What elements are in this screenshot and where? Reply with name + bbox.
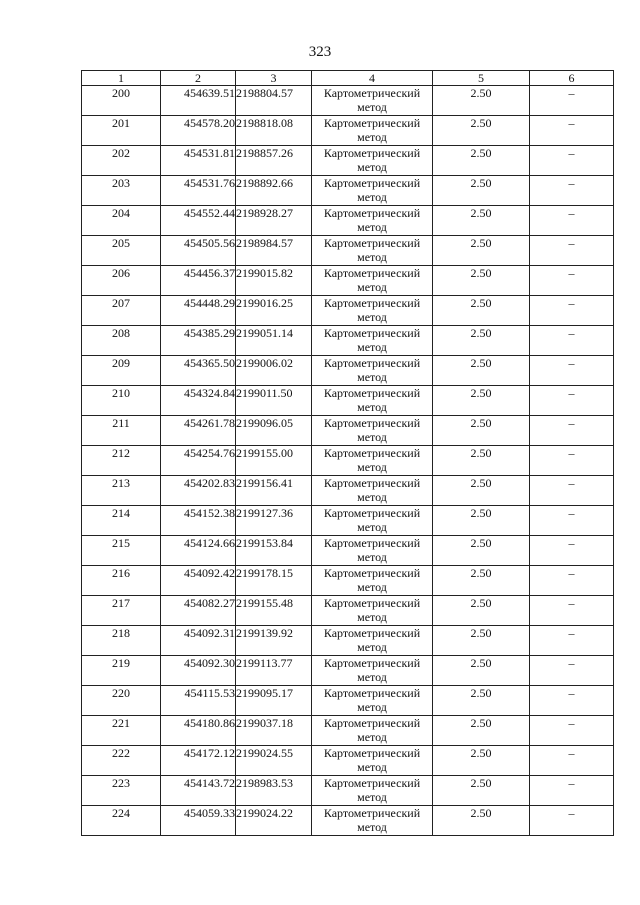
note-cell: – — [530, 656, 614, 686]
method-line-2: метод — [357, 100, 387, 114]
x-coordinate-cell: 454385.29 — [161, 326, 236, 356]
method-line-1: Картометрический — [323, 776, 421, 790]
point-number-cell: 202 — [82, 146, 161, 176]
point-number-cell: 203 — [82, 176, 161, 206]
method-line-2: метод — [357, 340, 387, 354]
method-line-2: метод — [357, 310, 387, 324]
y-coordinate-cell: 2199051.14 — [236, 326, 312, 356]
table-row — [82, 266, 614, 296]
column-header: 2 — [161, 71, 236, 86]
method-line-2: метод — [357, 790, 387, 804]
method-cell — [312, 356, 433, 386]
method-line-1: Картометрический — [323, 146, 421, 160]
method-line-1: Картометрический — [323, 506, 421, 520]
y-coordinate-cell: 2199139.92 — [236, 626, 312, 656]
method-cell — [312, 326, 433, 356]
method-cell — [312, 116, 433, 146]
y-coordinate-cell: 2199155.00 — [236, 446, 312, 476]
method-cell — [312, 596, 433, 626]
x-coordinate-cell: 454180.86 — [161, 716, 236, 746]
table-row — [82, 776, 614, 806]
point-number-cell: 210 — [82, 386, 161, 416]
table-row — [82, 146, 614, 176]
method-line-2: метод — [357, 130, 387, 144]
y-coordinate-cell: 2199024.55 — [236, 746, 312, 776]
table-row — [82, 176, 614, 206]
note-cell: – — [530, 416, 614, 446]
table-row — [82, 356, 614, 386]
accuracy-cell: 2.50 — [433, 326, 530, 356]
point-number-cell: 207 — [82, 296, 161, 326]
y-coordinate-cell: 2198983.53 — [236, 776, 312, 806]
table-row — [82, 206, 614, 236]
method-line-2: метод — [357, 160, 387, 174]
x-coordinate-cell: 454115.53 — [161, 686, 236, 716]
y-coordinate-cell: 2199011.50 — [236, 386, 312, 416]
point-number-cell: 217 — [82, 596, 161, 626]
method-line-2: метод — [357, 640, 387, 654]
accuracy-cell: 2.50 — [433, 596, 530, 626]
method-cell — [312, 716, 433, 746]
note-cell: – — [530, 326, 614, 356]
note-cell: – — [530, 446, 614, 476]
accuracy-cell: 2.50 — [433, 686, 530, 716]
x-coordinate-cell: 454202.83 — [161, 476, 236, 506]
column-header: 5 — [433, 71, 530, 86]
method-line-1: Картометрический — [323, 596, 421, 610]
accuracy-cell: 2.50 — [433, 266, 530, 296]
y-coordinate-cell: 2199016.25 — [236, 296, 312, 326]
method-line-1: Картометрический — [323, 656, 421, 670]
method-line-1: Картометрический — [323, 356, 421, 370]
note-cell: – — [530, 506, 614, 536]
x-coordinate-cell: 454456.37 — [161, 266, 236, 296]
method-line-1: Картометрический — [323, 116, 421, 130]
table-row — [82, 296, 614, 326]
method-line-1: Картометрический — [323, 206, 421, 220]
x-coordinate-cell: 454531.81 — [161, 146, 236, 176]
method-cell — [312, 806, 433, 836]
method-cell — [312, 176, 433, 206]
point-number-cell: 211 — [82, 416, 161, 446]
method-line-2: метод — [357, 190, 387, 204]
method-cell — [312, 656, 433, 686]
table-row — [82, 476, 614, 506]
table-row — [82, 86, 614, 116]
table-row — [82, 536, 614, 566]
method-line-2: метод — [357, 430, 387, 444]
x-coordinate-cell: 454531.76 — [161, 176, 236, 206]
method-line-1: Картометрический — [323, 236, 421, 250]
method-line-1: Картометрический — [323, 686, 421, 700]
method-line-2: метод — [357, 550, 387, 564]
accuracy-cell: 2.50 — [433, 116, 530, 146]
y-coordinate-cell: 2199024.22 — [236, 806, 312, 836]
table-row — [82, 596, 614, 626]
method-line-1: Картометрический — [323, 806, 421, 820]
note-cell: – — [530, 296, 614, 326]
table-row — [82, 416, 614, 446]
method-line-2: метод — [357, 460, 387, 474]
note-cell: – — [530, 566, 614, 596]
method-line-2: метод — [357, 490, 387, 504]
method-line-2: метод — [357, 580, 387, 594]
y-coordinate-cell: 2198892.66 — [236, 176, 312, 206]
accuracy-cell: 2.50 — [433, 176, 530, 206]
point-number-cell: 205 — [82, 236, 161, 266]
note-cell: – — [530, 686, 614, 716]
note-cell: – — [530, 266, 614, 296]
note-cell: – — [530, 626, 614, 656]
x-coordinate-cell: 454365.50 — [161, 356, 236, 386]
method-cell — [312, 236, 433, 266]
y-coordinate-cell: 2198857.26 — [236, 146, 312, 176]
point-number-cell: 214 — [82, 506, 161, 536]
point-number-cell: 200 — [82, 86, 161, 116]
table-row — [82, 326, 614, 356]
point-number-cell: 213 — [82, 476, 161, 506]
y-coordinate-cell: 2199156.41 — [236, 476, 312, 506]
y-coordinate-cell: 2198804.57 — [236, 86, 312, 116]
method-cell — [312, 686, 433, 716]
accuracy-cell: 2.50 — [433, 536, 530, 566]
x-coordinate-cell: 454059.33 — [161, 806, 236, 836]
method-cell — [312, 266, 433, 296]
y-coordinate-cell: 2199096.05 — [236, 416, 312, 446]
accuracy-cell: 2.50 — [433, 446, 530, 476]
page-number: 323 — [308, 44, 332, 60]
y-coordinate-cell: 2199127.36 — [236, 506, 312, 536]
accuracy-cell: 2.50 — [433, 146, 530, 176]
y-coordinate-cell: 2199006.02 — [236, 356, 312, 386]
point-number-cell: 201 — [82, 116, 161, 146]
method-cell — [312, 146, 433, 176]
method-cell — [312, 626, 433, 656]
point-number-cell: 212 — [82, 446, 161, 476]
method-cell — [312, 506, 433, 536]
method-cell — [312, 206, 433, 236]
x-coordinate-cell: 454172.12 — [161, 746, 236, 776]
method-cell — [312, 536, 433, 566]
note-cell: – — [530, 536, 614, 566]
method-line-1: Картометрический — [323, 86, 421, 100]
method-line-1: Картометрический — [323, 476, 421, 490]
note-cell: – — [530, 386, 614, 416]
x-coordinate-cell: 454505.56 — [161, 236, 236, 266]
method-cell — [312, 746, 433, 776]
point-number-cell: 219 — [82, 656, 161, 686]
note-cell: – — [530, 776, 614, 806]
method-line-2: метод — [357, 220, 387, 234]
point-number-cell: 220 — [82, 686, 161, 716]
y-coordinate-cell: 2199178.15 — [236, 566, 312, 596]
x-coordinate-cell: 454092.42 — [161, 566, 236, 596]
method-line-2: метод — [357, 610, 387, 624]
point-number-cell: 221 — [82, 716, 161, 746]
method-line-1: Картометрический — [323, 266, 421, 280]
accuracy-cell: 2.50 — [433, 806, 530, 836]
method-line-1: Картометрический — [323, 386, 421, 400]
y-coordinate-cell: 2199015.82 — [236, 266, 312, 296]
accuracy-cell: 2.50 — [433, 716, 530, 746]
method-line-2: метод — [357, 400, 387, 414]
note-cell: – — [530, 206, 614, 236]
method-cell — [312, 566, 433, 596]
accuracy-cell: 2.50 — [433, 386, 530, 416]
method-cell — [312, 296, 433, 326]
x-coordinate-cell: 454324.84 — [161, 386, 236, 416]
x-coordinate-cell: 454092.30 — [161, 656, 236, 686]
point-number-cell: 215 — [82, 536, 161, 566]
x-coordinate-cell: 454143.72 — [161, 776, 236, 806]
accuracy-cell: 2.50 — [433, 506, 530, 536]
method-line-2: метод — [357, 820, 387, 834]
method-line-2: метод — [357, 670, 387, 684]
note-cell: – — [530, 116, 614, 146]
note-cell: – — [530, 596, 614, 626]
table-row — [82, 806, 614, 836]
method-cell — [312, 416, 433, 446]
method-line-2: метод — [357, 700, 387, 714]
table-row — [82, 236, 614, 266]
y-coordinate-cell: 2199037.18 — [236, 716, 312, 746]
accuracy-cell: 2.50 — [433, 776, 530, 806]
accuracy-cell: 2.50 — [433, 206, 530, 236]
note-cell: – — [530, 716, 614, 746]
method-line-1: Картометрический — [323, 326, 421, 340]
method-line-2: метод — [357, 370, 387, 384]
note-cell: – — [530, 476, 614, 506]
point-number-cell: 209 — [82, 356, 161, 386]
method-line-2: метод — [357, 520, 387, 534]
x-coordinate-cell: 454448.29 — [161, 296, 236, 326]
table-row — [82, 446, 614, 476]
table-row — [82, 506, 614, 536]
method-cell — [312, 476, 433, 506]
point-number-cell: 223 — [82, 776, 161, 806]
method-line-1: Картометрический — [323, 536, 421, 550]
note-cell: – — [530, 176, 614, 206]
y-coordinate-cell: 2198818.08 — [236, 116, 312, 146]
note-cell: – — [530, 356, 614, 386]
table-row — [82, 386, 614, 416]
column-header: 3 — [236, 71, 312, 86]
accuracy-cell: 2.50 — [433, 656, 530, 686]
table-row — [82, 566, 614, 596]
table-row — [82, 716, 614, 746]
accuracy-cell: 2.50 — [433, 356, 530, 386]
point-number-cell: 222 — [82, 746, 161, 776]
method-cell — [312, 446, 433, 476]
method-cell — [312, 776, 433, 806]
x-coordinate-cell: 454092.31 — [161, 626, 236, 656]
note-cell: – — [530, 146, 614, 176]
accuracy-cell: 2.50 — [433, 476, 530, 506]
method-line-1: Картометрический — [323, 296, 421, 310]
point-number-cell: 208 — [82, 326, 161, 356]
point-number-cell: 224 — [82, 806, 161, 836]
point-number-cell: 216 — [82, 566, 161, 596]
accuracy-cell: 2.50 — [433, 296, 530, 326]
method-line-1: Картометрический — [323, 566, 421, 580]
y-coordinate-cell: 2199095.17 — [236, 686, 312, 716]
y-coordinate-cell: 2199113.77 — [236, 656, 312, 686]
method-line-2: метод — [357, 760, 387, 774]
point-number-cell: 218 — [82, 626, 161, 656]
method-line-2: метод — [357, 250, 387, 264]
column-header: 4 — [312, 71, 433, 86]
x-coordinate-cell: 454082.27 — [161, 596, 236, 626]
x-coordinate-cell: 454261.78 — [161, 416, 236, 446]
method-cell — [312, 386, 433, 416]
method-line-2: метод — [357, 280, 387, 294]
method-line-1: Картометрический — [323, 746, 421, 760]
x-coordinate-cell: 454152.38 — [161, 506, 236, 536]
method-line-1: Картометрический — [323, 626, 421, 640]
y-coordinate-cell: 2198928.27 — [236, 206, 312, 236]
accuracy-cell: 2.50 — [433, 626, 530, 656]
method-line-1: Картометрический — [323, 416, 421, 430]
accuracy-cell: 2.50 — [433, 416, 530, 446]
column-header: 6 — [530, 71, 614, 86]
note-cell: – — [530, 746, 614, 776]
method-line-1: Картометрический — [323, 176, 421, 190]
y-coordinate-cell: 2199153.84 — [236, 536, 312, 566]
accuracy-cell: 2.50 — [433, 86, 530, 116]
accuracy-cell: 2.50 — [433, 746, 530, 776]
x-coordinate-cell: 454552.44 — [161, 206, 236, 236]
x-coordinate-cell: 454124.66 — [161, 536, 236, 566]
method-line-1: Картометрический — [323, 716, 421, 730]
note-cell: – — [530, 86, 614, 116]
table-row — [82, 746, 614, 776]
x-coordinate-cell: 454639.51 — [161, 86, 236, 116]
x-coordinate-cell: 454254.76 — [161, 446, 236, 476]
method-cell — [312, 86, 433, 116]
method-line-1: Картометрический — [323, 446, 421, 460]
point-number-cell: 206 — [82, 266, 161, 296]
method-line-2: метод — [357, 730, 387, 744]
table-row — [82, 686, 614, 716]
x-coordinate-cell: 454578.20 — [161, 116, 236, 146]
y-coordinate-cell: 2199155.48 — [236, 596, 312, 626]
table-row — [82, 656, 614, 686]
coordinates-table — [81, 70, 614, 836]
point-number-cell: 204 — [82, 206, 161, 236]
y-coordinate-cell: 2198984.57 — [236, 236, 312, 266]
table-row — [82, 626, 614, 656]
table-header-row — [82, 71, 614, 86]
note-cell: – — [530, 236, 614, 266]
table-row — [82, 116, 614, 146]
column-header: 1 — [82, 71, 161, 86]
accuracy-cell: 2.50 — [433, 236, 530, 266]
accuracy-cell: 2.50 — [433, 566, 530, 596]
note-cell: – — [530, 806, 614, 836]
